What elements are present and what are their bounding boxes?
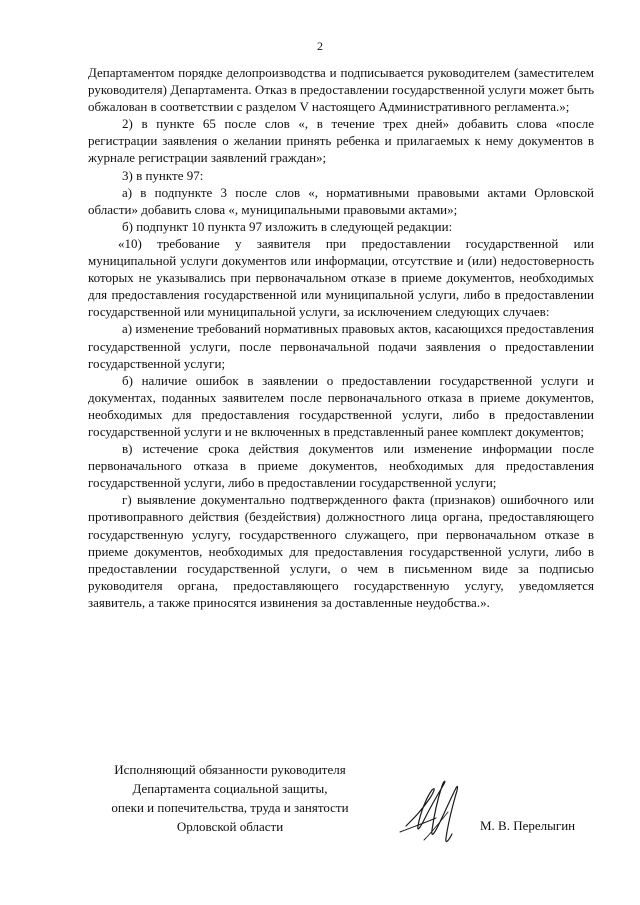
paragraph-case-b: б) наличие ошибок в заявлении о предоставлении государственной услуги и документах, поданных заявителем после первоначального отказа в приеме документов, необходимых для предоставления государственной услуги, либо в предоставлении государственной услуги и не включенных в представленный ранее комплект документов; xyxy=(88,372,594,439)
signatory-title-block xyxy=(60,760,400,836)
paragraph-item-3: 3) в пункте 97: xyxy=(122,167,204,183)
signatory-title-line: Исполняющий обязанности руководителя xyxy=(114,762,346,777)
page-number: 2 xyxy=(317,39,323,53)
paragraph-subitem-b: б) подпункт 10 пункта 97 изложить в следующей редакции: xyxy=(122,218,453,234)
signatory-title-line: Орловской области xyxy=(176,819,284,834)
signatory-title-line: Департамента социальной защиты, xyxy=(132,781,328,796)
paragraph-case-v: в) истечение срока действия документов или изменение информации после первоначального отказа в приеме документов, необходимых для предоставления государственной услуги, либо в предоставлении государственной услуги; xyxy=(88,441,594,491)
paragraph-case-a: а) изменение требований нормативных правовых актов, касающихся предоставления государственной услуги, после первоначальной подачи заявления о предоставлении государственной услуги; xyxy=(88,321,594,371)
paragraph-item-2: 2) в пункте 65 после слов «, в течение трех дней» добавить слова «после регистрации заявления о желании принять ребенка и прилагаемых к нему документов в журнале регистрации заявлений граждан»; xyxy=(88,116,594,166)
handwritten-signature xyxy=(396,768,476,852)
paragraph-continuation: Департаментом порядке делопроизводства и подписывается руководителем (заместителем руководителя) Департамента. Отказ в предоставлении государственной услуги может быть обжалован в соответствии с разделом V настоящего Административного регламента.»; xyxy=(88,65,594,115)
signatory-name: М. В. Перелыгин xyxy=(480,818,576,833)
paragraph-quoted-10: «10) требование у заявителя при предоставлении государственной или муниципальной услуги документов или информации, отсутствие и (или) недостоверность которых не указывались при первоначальном отказе в приеме документов, необходимых для предоставления государственной или муниципальной услуги, либо в предоставлении государственной или муниципальной услуги, за исключением следующих случаев: xyxy=(88,235,594,320)
document-body xyxy=(88,64,594,611)
paragraph-subitem-a: а) в подпункте 3 после слов «, нормативными правовыми актами Орловской области» добавить слова «, муниципальными правовыми актами»; xyxy=(88,184,594,217)
signatory-title-line: опеки и попечительства, труда и занятости xyxy=(111,800,349,815)
paragraph-case-g: г) выявление документально подтвержденного факта (признаков) ошибочного или противоправного действия (бездействия) должностного лица органа, предоставляющего государственную услугу, государственного служащего, при первоначальном отказе в приеме документов, необходимых для предоставления государственной услуги, либо в предоставлении государственной услуги, о чем в письменном виде за подписью руководителя органа, предоставляющего государственную услугу, уведомляется заявитель, а также приносятся извинения за доставленные неудобства.». xyxy=(88,492,594,610)
